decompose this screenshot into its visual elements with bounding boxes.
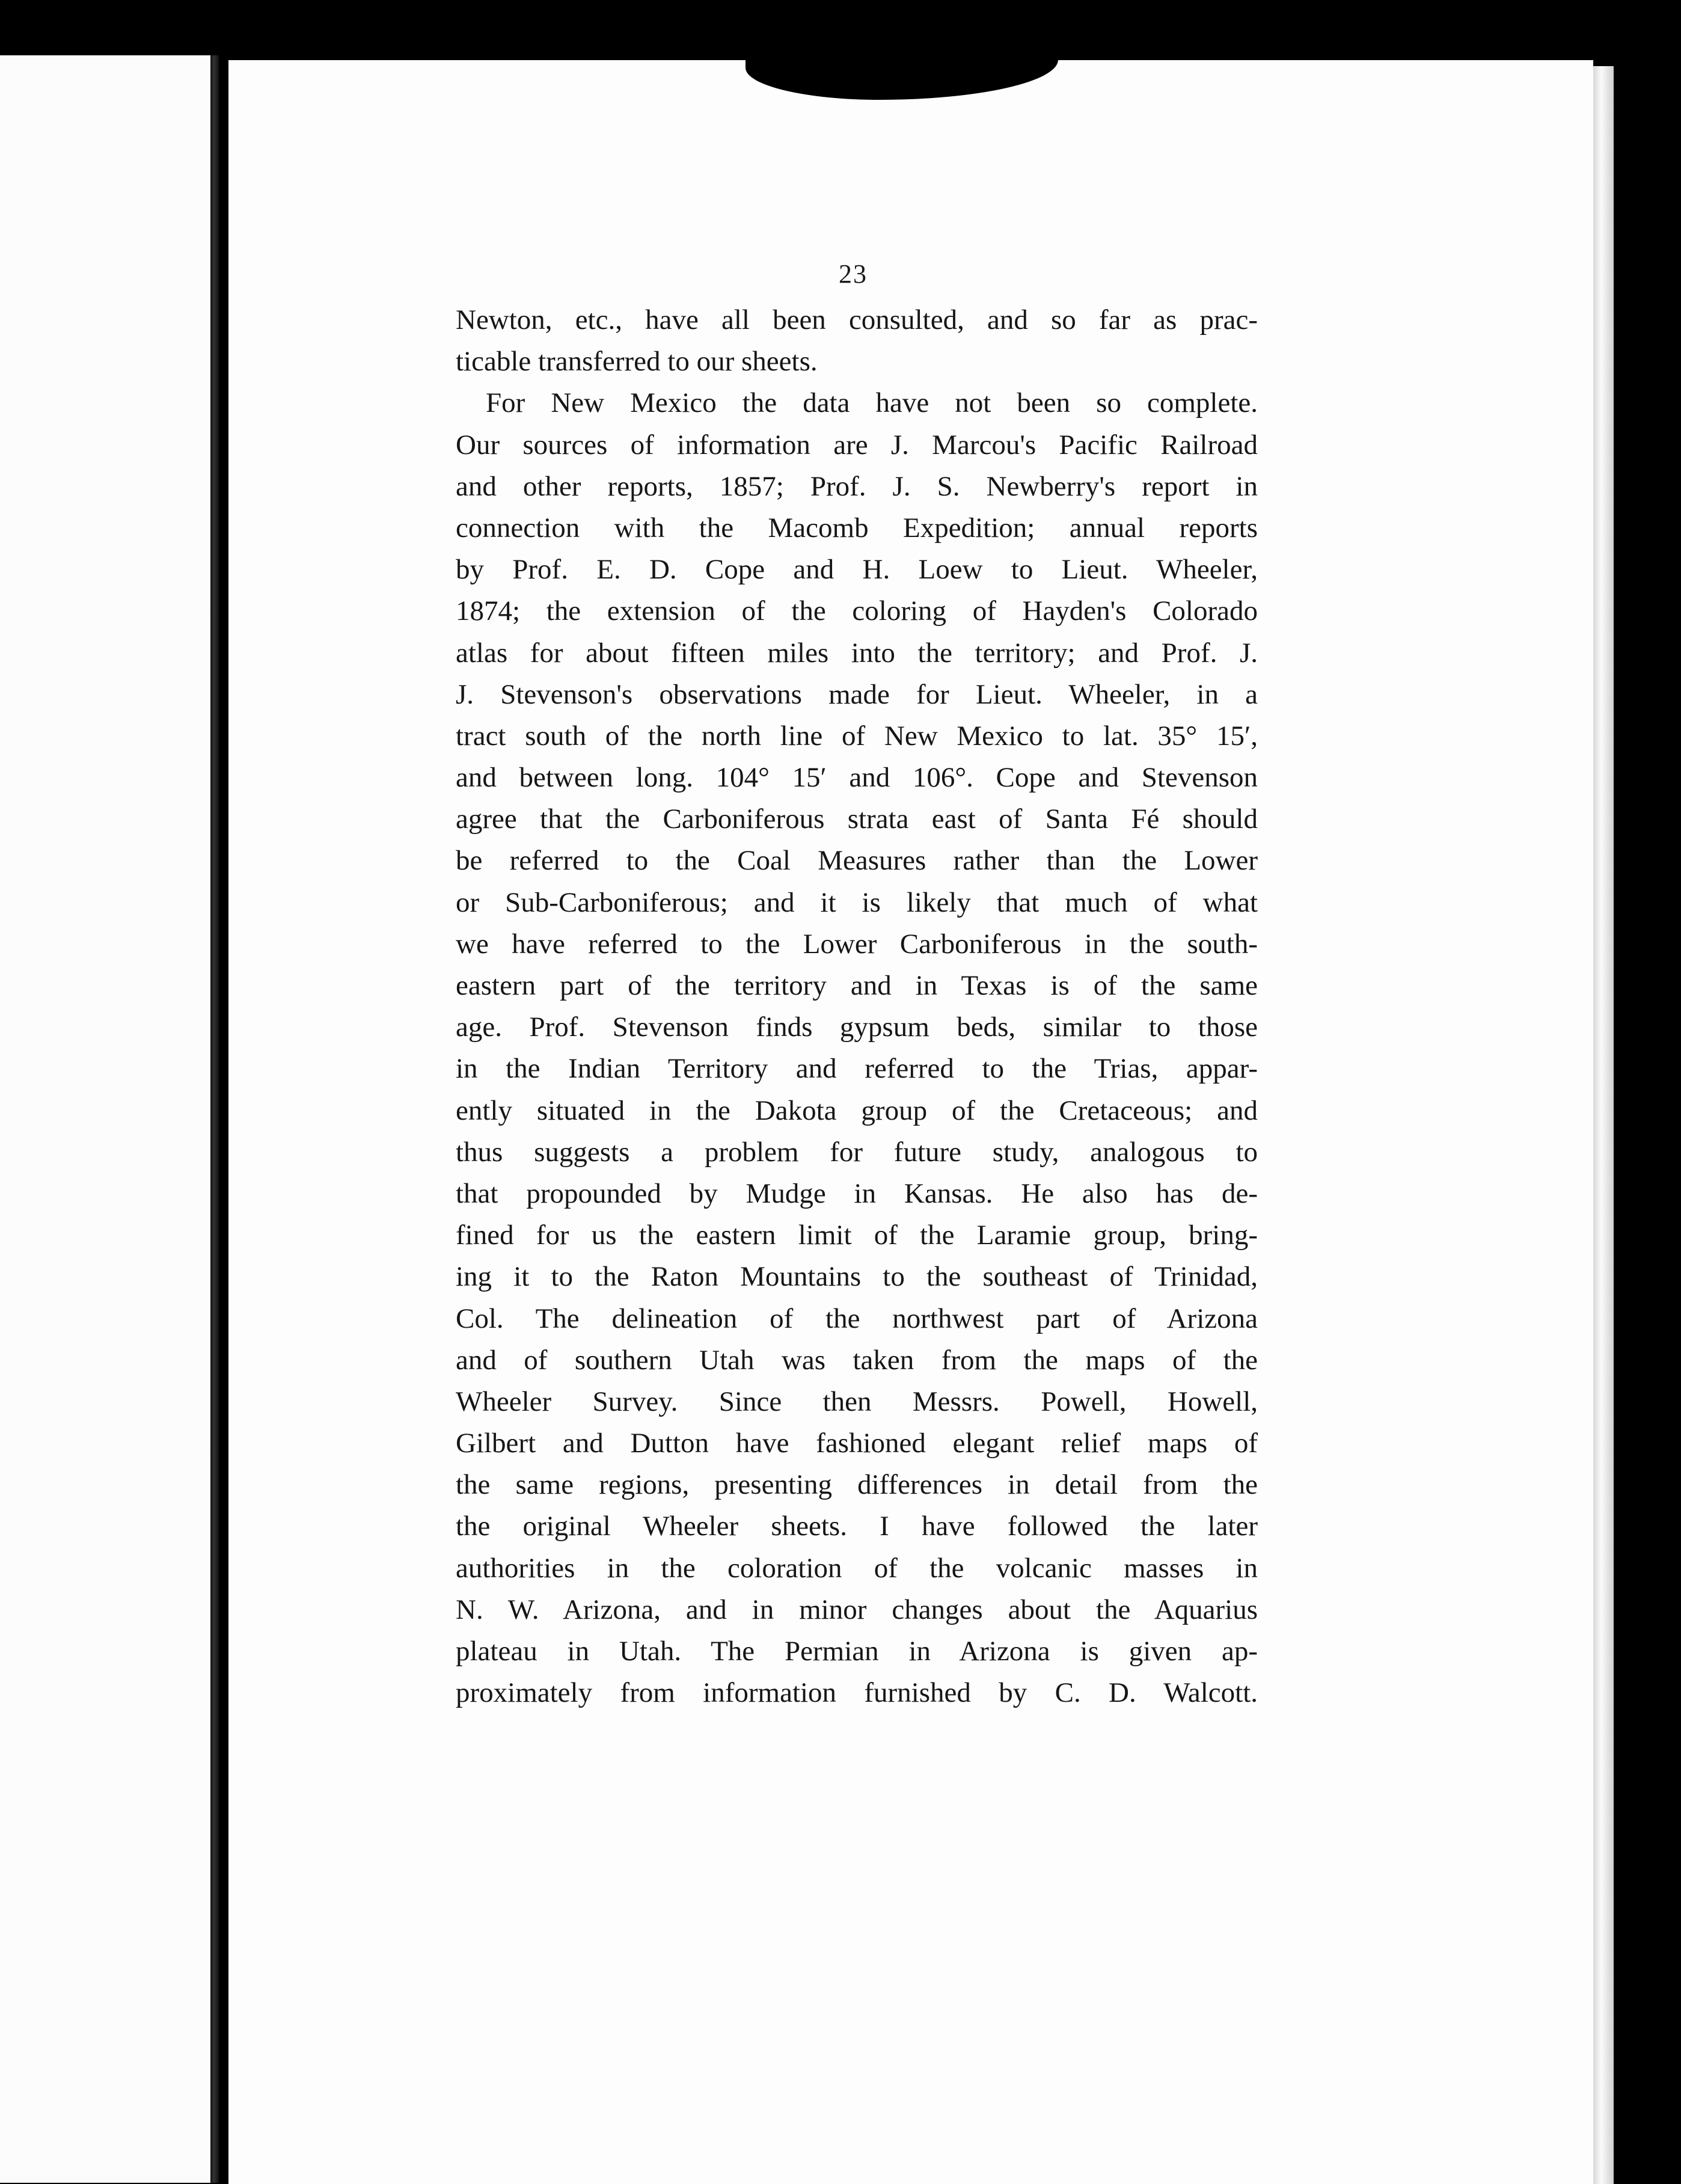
- text-line: ticable transferred to our sheets.: [456, 346, 818, 378]
- page-edge: [1593, 66, 1614, 2184]
- text-line: N. W. Arizona, and in minor changes about the Aquarius: [456, 1594, 1258, 1625]
- text-line: we have referred to the Lower Carboniferous in the south-: [456, 928, 1258, 960]
- text-line: fined for us the eastern limit of the Laramie group, bring-: [456, 1219, 1258, 1251]
- text-line: J. Stevenson's observations made for Lieut. Wheeler, in a: [456, 678, 1258, 710]
- text-line: and of southern Utah was taken from the maps of the: [456, 1344, 1258, 1376]
- text-line: the same regions, presenting differences in detail from the: [456, 1469, 1258, 1501]
- text-line: Col. The delineation of the northwest part of Arizona: [456, 1302, 1258, 1334]
- facing-page: [0, 55, 215, 2183]
- text-line: and other reports, 1857; Prof. J. S. Newberry's report in: [456, 470, 1258, 502]
- text-line: ing it to the Raton Mountains to the southeast of Trinidad,: [456, 1261, 1258, 1293]
- text-line: proximately from information furnished by C. D. Walcott.: [456, 1677, 1258, 1709]
- text-line: or Sub-Carboniferous; and it is likely that much of what: [456, 886, 1258, 918]
- text-line: age. Prof. Stevenson finds gypsum beds, similar to those: [456, 1011, 1258, 1043]
- text-line: ently situated in the Dakota group of the Cretaceous; and: [456, 1094, 1258, 1126]
- text-line: eastern part of the territory and in Texas is of the same: [456, 970, 1258, 1001]
- text-line: plateau in Utah. The Permian in Arizona is given ap-: [456, 1636, 1258, 1667]
- text-line: and between long. 104° 15′ and 106°. Cope and Stevenson: [456, 762, 1258, 794]
- text-line: by Prof. E. D. Cope and H. Loew to Lieut. Wheeler,: [456, 554, 1258, 586]
- text-line: atlas for about fifteen miles into the territory; and Prof. J.: [456, 637, 1258, 669]
- text-line: Gilbert and Dutton have fashioned elegant relief maps of: [456, 1428, 1258, 1459]
- text-line: be referred to the Coal Measures rather than the Lower: [456, 845, 1258, 877]
- text-line: in the Indian Territory and referred to the Trias, appar-: [456, 1053, 1258, 1085]
- text-line: tract south of the north line of New Mexico to lat. 35° 15′,: [456, 720, 1258, 752]
- page-number: 23: [839, 259, 868, 289]
- text-line: authorities in the coloration of the volcanic masses in: [456, 1552, 1258, 1584]
- text-line: 1874; the extension of the coloring of Hayden's Colorado: [456, 595, 1258, 627]
- text-line: agree that the Carboniferous strata east of Santa Fé should: [456, 803, 1258, 835]
- text-line: Wheeler Survey. Since then Messrs. Powell, Howell,: [456, 1385, 1258, 1417]
- text-line: connection with the Macomb Expedition; annual reports: [456, 512, 1258, 544]
- text-line: Newton, etc., have all been consulted, and so far as prac-: [456, 304, 1258, 336]
- text-line: that propounded by Mudge in Kansas. He also has de-: [456, 1177, 1258, 1209]
- text-line: For New Mexico the data have not been so complete.: [486, 387, 1258, 419]
- text-line: the original Wheeler sheets. I have followed the later: [456, 1511, 1258, 1542]
- body-text: [456, 299, 1258, 1714]
- book-gutter: [210, 55, 219, 2183]
- text-line: Our sources of information are J. Marcou's Pacific Railroad: [456, 429, 1258, 461]
- text-line: thus suggests a problem for future study, analogous to: [456, 1136, 1258, 1168]
